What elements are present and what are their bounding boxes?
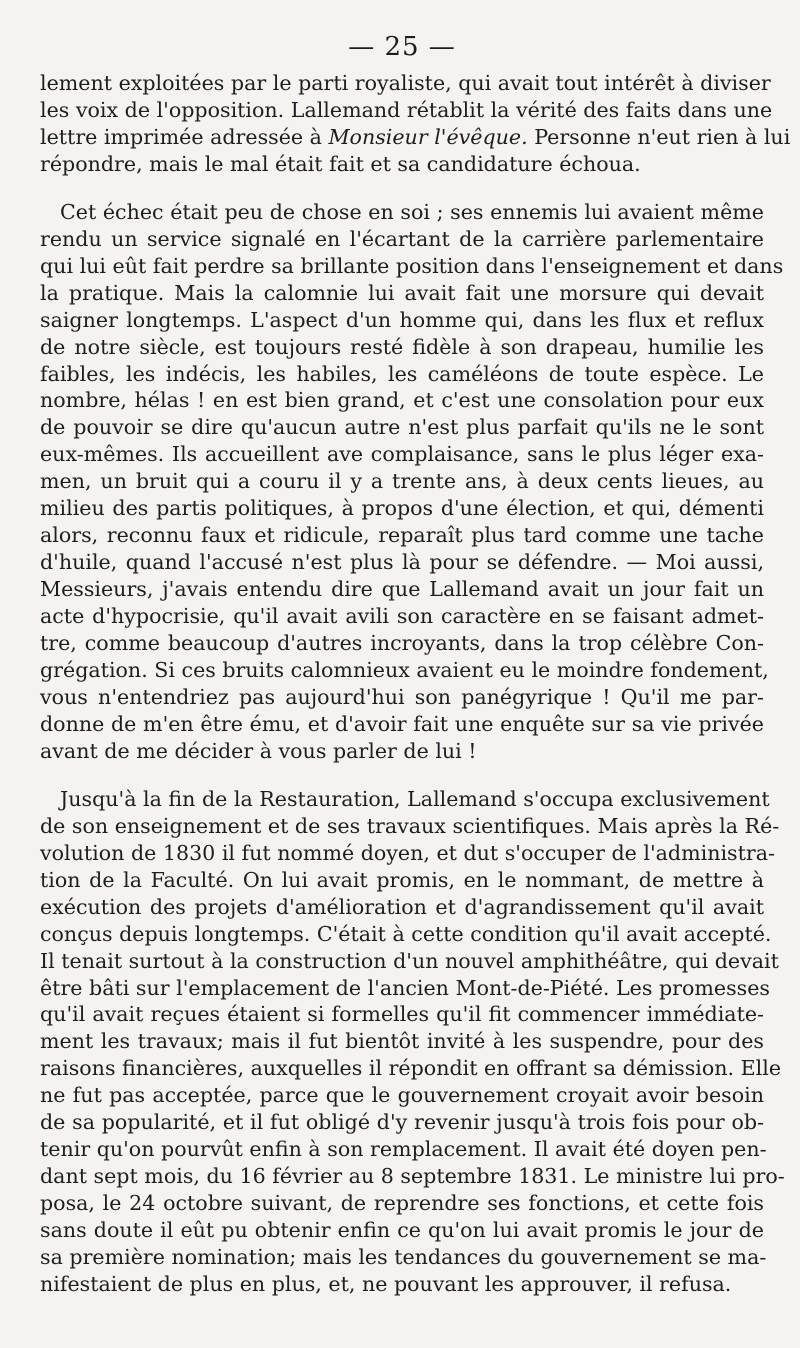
text-line: nifestaient de plus en plus, et, ne pouvant les approuver, il refusa. bbox=[40, 1271, 732, 1296]
text-line: Jusqu'à la fin de la Restauration, Lallemand s'occupa exclusivement bbox=[60, 786, 770, 811]
text-line: exécution des projets d'amélioration et d'agrandissement qu'il avait bbox=[40, 894, 764, 919]
text-line: qui lui eût fait perdre sa brillante position dans l'enseignement et dans bbox=[40, 253, 784, 278]
text-line: vous n'entendriez pas aujourd'hui son panégyrique ! Qu'il me par- bbox=[40, 684, 764, 709]
text-line: lettre imprimée adressée à Monsieur l'évêque. Personne n'eut rien à lui bbox=[40, 124, 791, 149]
text-line: Cet échec était peu de chose en soi ; ses ennemis lui avaient même bbox=[60, 199, 764, 224]
text-line: nombre, hélas ! en est bien grand, et c'est une consolation pour eux bbox=[40, 388, 764, 413]
text-line: de son enseignement et de ses travaux scientifiques. Mais après la Ré- bbox=[40, 813, 780, 838]
page-number: — 25 — bbox=[348, 32, 456, 62]
text-line: conçus depuis longtemps. C'était à cette condition qu'il avait accepté. bbox=[40, 921, 772, 946]
text-line: la pratique. Mais la calomnie lui avait fait une morsure qui devait bbox=[40, 280, 764, 305]
text-line: grégation. Si ces bruits calomnieux avaient eu le moindre fondement, bbox=[40, 658, 769, 683]
text-line: raisons financières, auxquelles il répondit en offrant sa démission. Elle bbox=[40, 1056, 782, 1081]
text-line: acte d'hypocrisie, qu'il avait avili son caractère en se faisant admet- bbox=[40, 604, 764, 629]
text-line: milieu des partis politiques, à propos d'une élection, et qui, démenti bbox=[40, 496, 764, 521]
text-line: avant de me décider à vous parler de lui ! bbox=[40, 738, 477, 763]
text-line: tion de la Faculté. On lui avait promis, en le nommant, de mettre à bbox=[40, 867, 764, 892]
text-line: les voix de l'opposition. Lallemand rétablit la vérité des faits dans une bbox=[40, 97, 773, 122]
text-line: alors, reconnu faux et ridicule, reparaît plus tard comme une tache bbox=[40, 523, 764, 548]
text-line: être bâti sur l'emplacement de l'ancien Mont-de-Piété. Les promesses bbox=[40, 975, 770, 1000]
text-line: qu'il avait reçues étaient si formelles qu'il fit commencer immédiate- bbox=[40, 1002, 764, 1027]
text-line: ne fut pas acceptée, parce que le gouvernement croyait avoir besoin bbox=[40, 1083, 764, 1108]
text-line: rendu un service signalé en l'écartant de la carrière parlementaire bbox=[40, 226, 764, 251]
text-line: répondre, mais le mal était fait et sa candidature échoua. bbox=[40, 151, 641, 176]
text-line: dant sept mois, du 16 février au 8 septembre 1831. Le ministre lui pro- bbox=[40, 1164, 785, 1189]
text-line: ment les travaux; mais il fut bientôt invité à les suspendre, pour des bbox=[40, 1029, 764, 1054]
text-line: eux-mêmes. Ils accueillent ave complaisance, sans le plus léger exa- bbox=[40, 442, 764, 467]
text-line: volution de 1830 il fut nommé doyen, et dut s'occuper de l'administra- bbox=[40, 840, 775, 865]
text-line: de notre siècle, est toujours resté fidèle à son drapeau, humilie les bbox=[40, 334, 764, 359]
paragraph bbox=[40, 199, 784, 765]
text-line: Il tenait surtout à la construction d'un nouvel amphithéâtre, qui devait bbox=[40, 948, 779, 973]
text-line: donne de m'en être ému, et d'avoir fait une enquête sur sa vie privée bbox=[40, 711, 764, 736]
text-line: posa, le 24 octobre suivant, de reprendre ses fonctions, et cette fois bbox=[40, 1191, 764, 1216]
text-line: sa première nomination; mais les tendances du gouvernement se ma- bbox=[40, 1245, 767, 1270]
text-line: tre, comme beaucoup d'autres incroyants, dans la trop célèbre Con- bbox=[40, 631, 764, 656]
text-line: saigner longtemps. L'aspect d'un homme qui, dans les flux et reflux bbox=[40, 307, 764, 332]
paragraph bbox=[40, 786, 785, 1298]
text-line: de sa popularité, et il fut obligé d'y revenir jusqu'à trois fois pour ob- bbox=[40, 1110, 764, 1135]
text-line: lement exploitées par le parti royaliste, qui avait tout intérêt à diviser bbox=[40, 71, 771, 95]
text-line: men, un bruit qui a couru il y a trente ans, à deux cents lieues, au bbox=[40, 469, 764, 494]
text-line: Messieurs, j'avais entendu dire que Lallemand avait un jour fait un bbox=[40, 577, 764, 602]
text-line: faibles, les indécis, les habiles, les caméléons de toute espèce. Le bbox=[40, 361, 764, 386]
paragraph bbox=[40, 70, 791, 178]
text-line: sans doute il eût pu obtenir enfin ce qu'on lui avait promis le jour de bbox=[40, 1218, 764, 1243]
text-line: de pouvoir se dire qu'aucun autre n'est plus parfait qu'ils ne le sont bbox=[40, 415, 764, 440]
text-line: tenir qu'on pourvût enfin à son remplacement. Il avait été doyen pen- bbox=[40, 1137, 767, 1162]
body-text bbox=[40, 70, 791, 1298]
text-line: d'huile, quand l'accusé n'est plus là pour se défendre. — Moi aussi, bbox=[40, 550, 764, 575]
